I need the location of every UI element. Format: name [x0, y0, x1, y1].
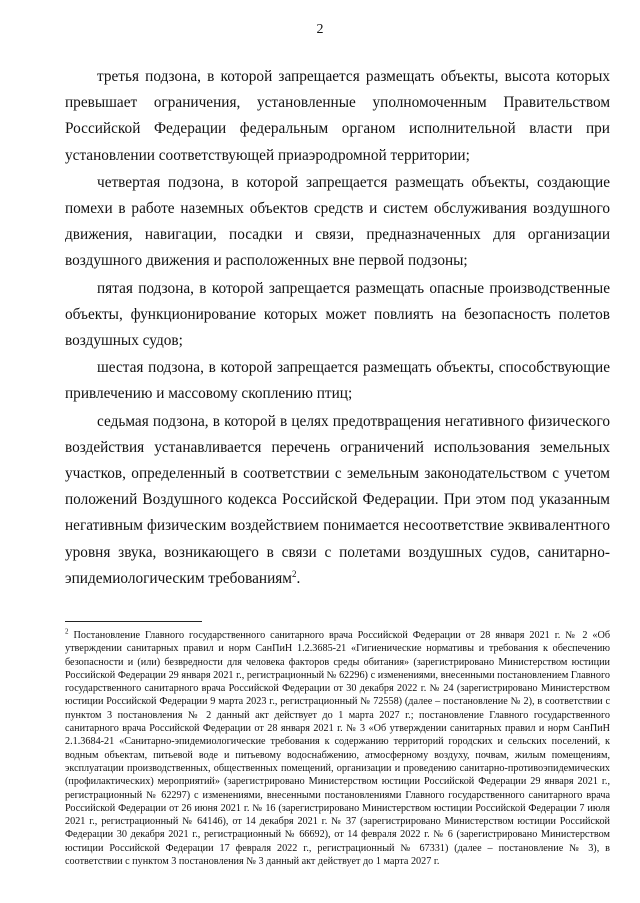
- paragraph-fourth-subzone: четвертая подзона, в которой запрещается размещать объекты, создающие помехи в работе наземных объектов средств и систем обслуживания воздушного движения, навигации, посадки и связи, предназначенных для организации воздушного движения и расположенных вне первой подзоны;: [65, 173, 610, 270]
- footnote-marker: 2: [65, 627, 69, 636]
- body-text: [65, 64, 610, 592]
- paragraph-third-subzone: третья подзона, в которой запрещается размещать объекты, высота которых превышает ограничения, установленные уполномоченным Правительством Российской Федерации федеральным органом исполнительной власти при установлении соответствующей приаэродромной территории;: [65, 68, 610, 164]
- footnote-text: Постановление Главного государственного санитарного врача Российской Федерации от 28 января 2021 г. № 2 «Об утверждении санитарных правил и норм СанПиН 1.2.3685-21 «Гигиенические нормативы и требования к обеспечению безопасности и (или) безвредности для человека факторов среды обитания» (зарегистрировано Министерством юстиции Российской Федерации 29 января 2021 г., регистрационный № 62296) с изменениями, внесенными постановлением Главного государственного санитарного врача Российской Федерации от 30 декабря 2022 г. № 24 (зарегистрировано Министерством юстиции Российской Федерации 9 марта 2023 г., регистрационный № 72558) (далее – постановление № 2), в соответствии с пунктом 3 постановления № 2 данный акт действует до 1 марта 2027 г.; постановление Главного государственного санитарного врача Российской Федерации от 28 января 2021 г. № 3 «Об утверждении санитарных правил и норм СанПиН 2.1.3684-21 «Санитарно-эпидемиологические требования к содержанию территорий городских и сельских поселений, к водным объектам, питьевой воде и питьевому водоснабжению, атмосферному воздуху, почвам, жилым помещениям, эксплуатации производственных, общественных помещений, организации и проведению санитарно-противоэпидемических (профилактических) мероприятий» (зарегистрировано Министерством юстиции Российской Федерации 29 января 2021 г., регистрационный № 62297) с изменениями, внесенными постановлениями Главного государственного санитарного врача Российской Федерации от 26 июня 2021 г. № 16 (зарегистрировано Министерством юстиции Российской Федерации 7 июля 2021 г., регистрационный № 64146), от 14 декабря 2021 г. № 37 (зарегистрировано Министерством юстиции Российской Федерации 30 декабря 2021 г., регистрационный № 66692), от 14 февраля 2022 г. № 6 (зарегистрировано Министерством юстиции Российской Федерации 17 февраля 2022 г., регистрационный № 67331) (далее – постановление № 3), в соответствии с пунктом 3 постановления № 3 данный акт действует до 1 марта 2027 г.: [65, 630, 611, 868]
- paragraph-sixth-subzone: шестая подзона, в которой запрещается размещать объекты, способствующие привлечению и массовому скоплению птиц;: [65, 359, 610, 403]
- paragraph-seventh-subzone: седьмая подзона, в которой в целях предотвращения негативного физического воздействия устанавливается перечень ограничений использования земельных участков, определенный в соответствии с земельным законодательством с учетом положений Воздушного кодекса Российской Федерации. При этом под указанным негативным физическим воздействием понимается несоответствие эквивалентного уровня звука, возникающего в связи с полетами воздушных судов, санитарно-эпидемиологическим требованиям$^2$.: [65, 412, 610, 587]
- footnote-separator: [65, 621, 202, 622]
- paragraph-seventh-subzone-text: седьмая подзона, в которой в целях предотвращения негативного физического воздействия устанавливается перечень ограничений использования земельных участков, определенный в соответствии с земельным законодательством с учетом положений Воздушного кодекса Российской Федерации. При этом под указанным негативным физическим воздействием понимается несоответствие эквивалентного уровня звука, возникающего в связи с полетами воздушных судов, санитарно-эпидемиологическим требованиям: [65, 412, 610, 587]
- page-number: 2: [316, 22, 324, 37]
- footnote: [65, 629, 610, 868]
- paragraph-fifth-subzone: пятая подзона, в которой запрещается размещать опасные производственные объекты, функционирование которых может повлиять на безопасность полетов воздушных судов;: [65, 279, 610, 350]
- footnote-reference[interactable]: 2: [291, 568, 297, 579]
